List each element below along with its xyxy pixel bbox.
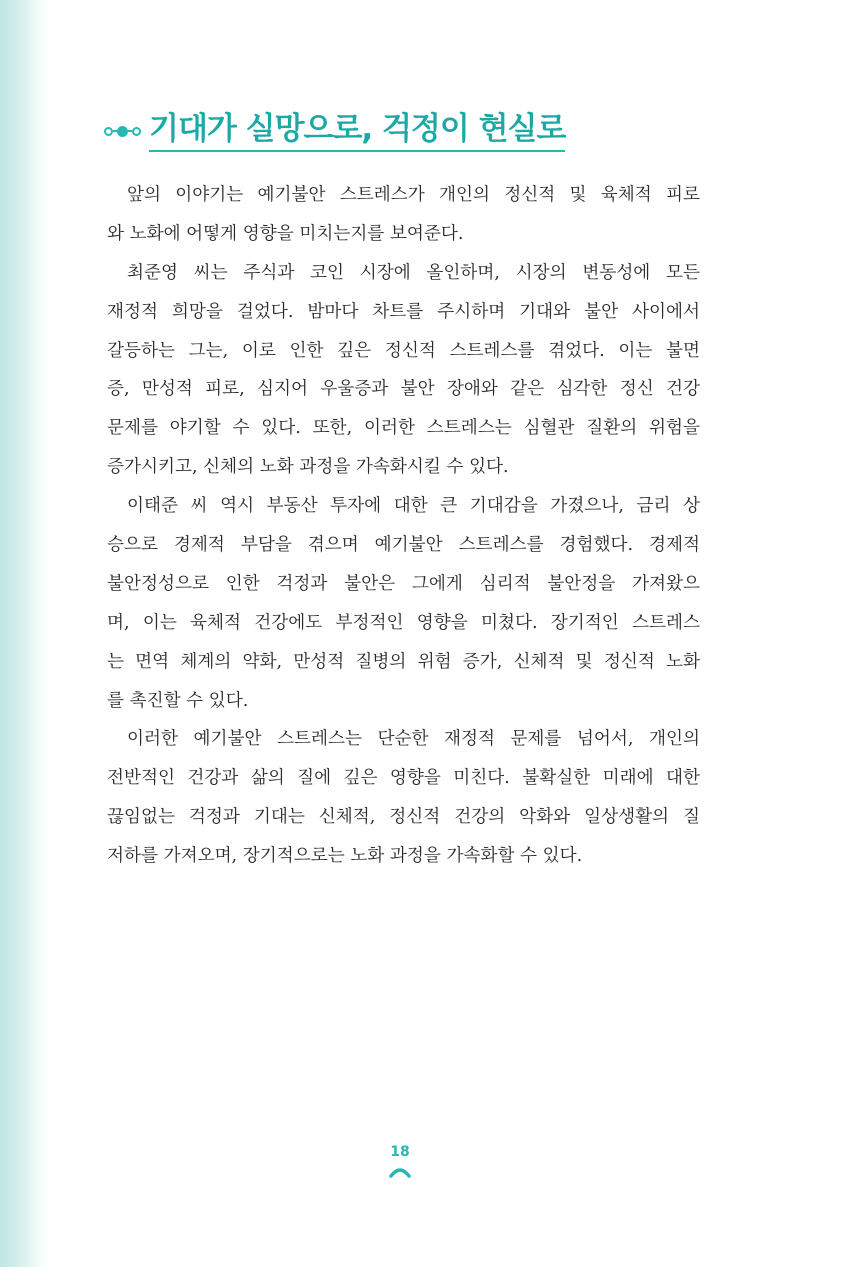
text-line: 와 노화에 어떻게 영향을 미치는지를 보여준다. bbox=[107, 223, 464, 244]
paragraph bbox=[107, 254, 700, 487]
paragraph bbox=[107, 487, 700, 720]
text-line: 최준영 씨는 주식과 코인 시장에 올인하며, 시장의 변동성에 모든 bbox=[127, 262, 700, 283]
text-line: 갈등하는 그는, 이로 인한 깊은 정신적 스트레스를 겪었다. 이는 불면 bbox=[107, 340, 700, 361]
text-line: 재정적 희망을 걸었다. 밤마다 차트를 주시하며 기대와 불안 사이에서 bbox=[107, 301, 700, 322]
text-line: 증가시키고, 신체의 노화 과정을 가속화시킬 수 있다. bbox=[107, 457, 509, 478]
three-dots-icon bbox=[104, 126, 141, 137]
text-line: 이러한 예기불안 스트레스는 단순한 재정적 문제를 넘어서, 개인의 bbox=[127, 729, 700, 750]
page-number: 18 bbox=[390, 1144, 410, 1160]
body-text bbox=[107, 176, 700, 876]
arc-icon bbox=[389, 1164, 411, 1178]
text-line: 불안정성으로 인한 걱정과 불안은 그에게 심리적 불안정을 가져왔으 bbox=[107, 573, 700, 594]
section-heading bbox=[104, 108, 565, 154]
paragraph bbox=[107, 176, 700, 254]
text-line: 는 면역 체계의 약화, 만성적 질병의 위험 증가, 신체적 및 정신적 노화 bbox=[107, 651, 700, 672]
text-line: 저하를 가져오며, 장기적으로는 노화 과정을 가속화할 수 있다. bbox=[107, 846, 583, 867]
text-line: 승으로 경제적 부담을 겪으며 예기불안 스트레스를 경험했다. 경제적 bbox=[107, 535, 700, 556]
section-title: 기대가 실망으로, 걱정이 현실로 bbox=[149, 110, 565, 152]
page-edge-tint bbox=[0, 0, 48, 1267]
text-line: 문제를 야기할 수 있다. 또한, 이러한 스트레스는 심혈관 질환의 위험을 bbox=[107, 418, 700, 439]
text-line: 며, 이는 육체적 건강에도 부정적인 영향을 미쳤다. 장기적인 스트레스 bbox=[107, 612, 700, 633]
text-line: 를 촉진할 수 있다. bbox=[107, 690, 249, 711]
text-line: 전반적인 건강과 삶의 질에 깊은 영향을 미친다. 불확실한 미래에 대한 bbox=[107, 768, 700, 789]
paragraph bbox=[107, 720, 700, 876]
text-line: 끊임없는 걱정과 기대는 신체적, 정신적 건강의 악화와 일상생활의 질 bbox=[107, 807, 700, 828]
text-line: 이태준 씨 역시 부동산 투자에 대한 큰 기대감을 가졌으나, 금리 상 bbox=[127, 496, 700, 517]
text-line: 앞의 이야기는 예기불안 스트레스가 개인의 정신적 및 육체적 피로 bbox=[127, 185, 700, 205]
text-line: 증, 만성적 피로, 심지어 우울증과 불안 장애와 같은 심각한 정신 건강 bbox=[107, 379, 700, 400]
